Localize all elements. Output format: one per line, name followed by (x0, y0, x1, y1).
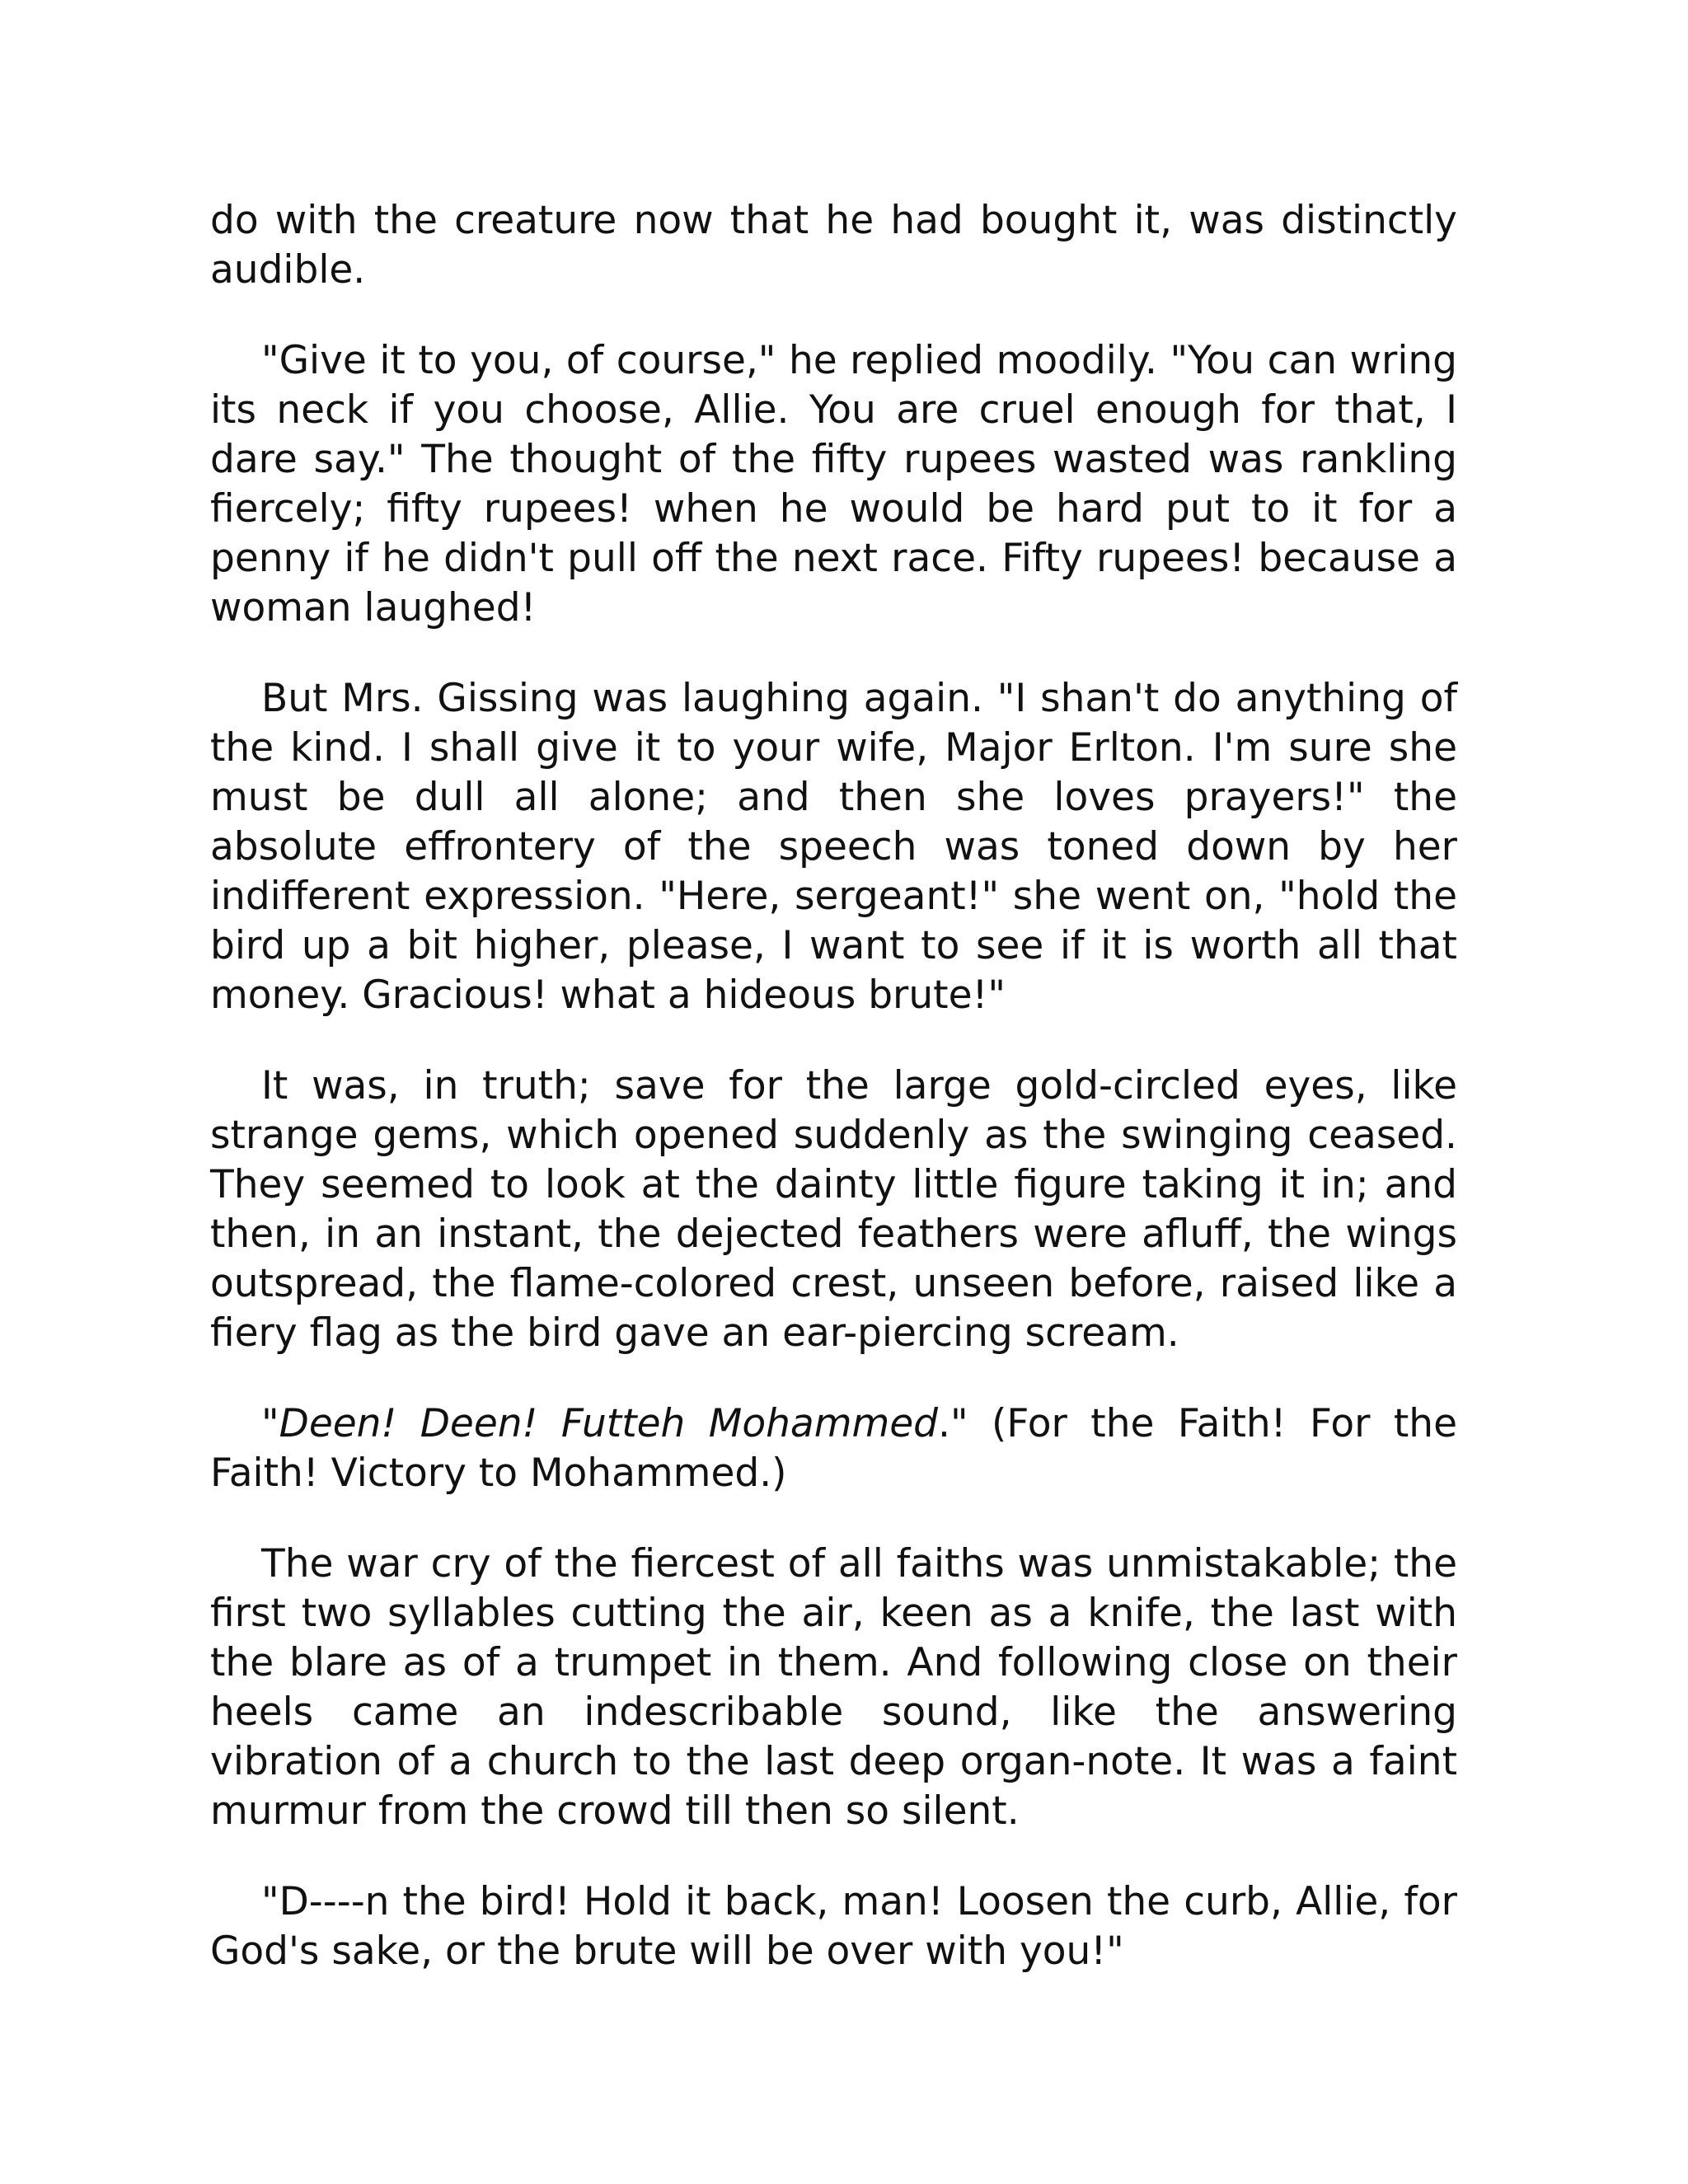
paragraph-4: It was, in truth; save for the large gold-circled eyes, like strange gems, which opened suddenly as the swinging ceased. They seemed to look at the dainty little figure taking it in; and then, in an instant, the dejected feathers were afluff, the wings outspread, the flame-colored crest, unseen before, raised like a fiery flag as the bird gave an ear-piercing scream. (210, 1063, 1457, 1356)
quote-open: " (261, 1401, 279, 1446)
paragraph-5 (210, 1399, 1457, 1498)
paragraph-2: "Give it to you, of course," he replied moodily. "You can wring its neck if you choose, Allie. You are cruel enough for that, I dare say." The thought of the fifty rupees wasted was rankling fiercely; fifty rupees! when he would be hard put to it for a penny if he didn't pull off the next race. Fifty rupees! because a woman laughed! (210, 338, 1457, 630)
italic-war-cry: Deen! Deen! Futteh Mohammed (279, 1401, 939, 1446)
paragraph-3: But Mrs. Gissing was laughing again. "I shan't do anything of the kind. I shall give it to your wife, Major Erlton. I'm sure she must be dull all alone; and then she loves prayers!" the absolute effrontery of the speech was toned down by her indifferent expression. "Here, sergeant!" she went on, "hold the bird up a bit higher, please, I want to see if it is worth all that money. Gracious! what a hideous brute!" (210, 676, 1457, 1018)
translation-text: ." (For the Faith! For the Faith! Victory to Mohammed.) (210, 1401, 1457, 1496)
page-text (210, 196, 1457, 2018)
paragraph-1: do with the creature now that he had bought it, was distinctly audible. (210, 198, 1457, 293)
paragraph-6: The war cry of the fiercest of all faiths was unmistakable; the first two syllables cutting the air, keen as a knife, the last with the blare as of a trumpet in them. And following close on their heels came an indescribable sound, like the answering vibration of a church to the last deep organ-note. It was a faint murmur from the crowd till then so silent. (210, 1541, 1457, 1834)
paragraph-7: "D----n the bird! Hold it back, man! Loosen the curb, Allie, for God's sake, or the brute will be over with you!" (210, 1879, 1457, 1974)
